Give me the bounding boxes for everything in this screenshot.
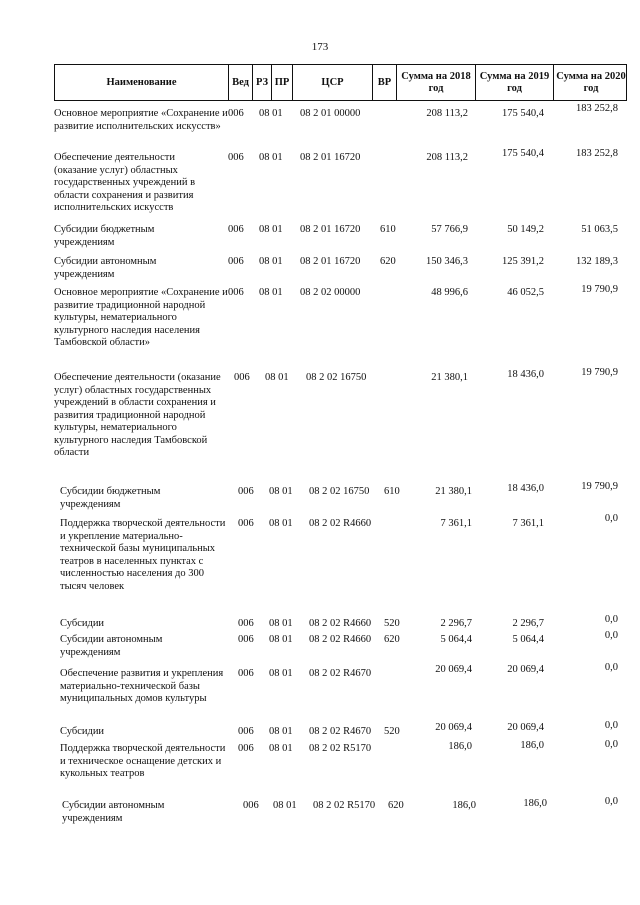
row-2020: 132 189,3 [576,256,618,267]
row-name: Субсидии автономным учреждениям [62,800,165,824]
row-ved: 006 [238,726,254,737]
row-csr: 08 2 02 00000 [300,287,361,298]
row-csr: 08 2 02 R4670 [309,668,372,679]
row-ved: 006 [238,518,254,529]
header-rz: РЗ [252,65,271,100]
row-rzpr: 08 01 [259,152,283,163]
row-name: Поддержка творческой деятельности и укрепление материально-технической базы муниципальных театров в населенных пунктах с численностью населения до 300 тысяч человек [60,518,226,592]
table-header [54,64,627,101]
row-ved: 006 [238,634,254,645]
row-2020: 183 252,8 [576,148,618,159]
row-2019: 125 391,2 [502,256,544,267]
row-ved: 006 [238,743,254,754]
row-2018: 20 069,4 [435,664,472,675]
row-name: Субсидии автономным учреждениям [54,256,157,280]
row-2019: 186,0 [520,740,544,751]
row-2018: 186,0 [452,800,476,811]
row-2019: 18 436,0 [507,483,544,494]
row-csr: 08 2 02 16750 [309,486,370,497]
row-2018: 57 766,9 [431,224,468,235]
row-rzpr: 08 01 [269,486,293,497]
row-csr: 08 2 01 00000 [300,108,361,119]
row-csr: 08 2 01 16720 [300,224,361,235]
row-rzpr: 08 01 [269,518,293,529]
row-csr: 08 2 02 R4670 [309,726,372,737]
header-pr: ПР [271,65,292,100]
row-ved: 006 [228,152,244,163]
row-2018: 186,0 [448,741,472,752]
row-2018: 7 361,1 [440,518,472,529]
header-2019: Сумма на 2019 год [475,65,553,100]
page-number: 173 [311,41,329,53]
row-rzpr: 08 01 [273,800,297,811]
row-vr: 520 [384,726,400,737]
row-2020: 0,0 [604,513,618,524]
row-ved: 006 [234,372,250,383]
row-csr: 08 2 01 16720 [300,256,361,267]
row-vr: 620 [388,800,404,811]
row-2020: 0,0 [604,796,618,807]
row-2018: 150 346,3 [426,256,468,267]
row-2020: 0,0 [604,720,618,731]
row-2018: 208 113,2 [426,152,468,163]
row-2018: 21 380,1 [435,486,472,497]
row-2019: 5 064,4 [512,634,544,645]
row-2020: 183 252,8 [576,103,618,114]
row-rzpr: 08 01 [259,108,283,119]
row-2018: 208 113,2 [426,108,468,119]
row-csr: 08 2 02 R5170 [309,743,372,754]
row-2018: 48 996,6 [431,287,468,298]
row-csr: 08 2 02 R4660 [309,518,372,529]
row-2020: 51 063,5 [581,224,618,235]
row-rzpr: 08 01 [269,726,293,737]
row-2020: 0,0 [604,739,618,750]
row-2019: 186,0 [523,798,547,809]
row-csr: 08 2 02 R4660 [309,634,372,645]
row-vr: 520 [384,618,400,629]
row-name: Обеспечение деятельности (оказание услуг) областных государственных учреждений в области сохранения и развития исполнительских искусств [54,152,196,213]
row-csr: 08 2 02 16750 [306,372,367,383]
row-2019: 2 296,7 [512,618,544,629]
header-2020: Сумма на 2020 год [553,65,628,100]
row-ved: 006 [243,800,259,811]
row-rzpr: 08 01 [269,668,293,679]
row-rzpr: 08 01 [269,618,293,629]
header-name: Наименование [106,76,177,88]
row-rzpr: 08 01 [259,287,283,298]
row-2019: 20 069,4 [507,722,544,733]
row-csr: 08 2 01 16720 [300,152,361,163]
row-ved: 006 [228,224,244,235]
row-rzpr: 08 01 [265,372,289,383]
row-2019: 46 052,5 [507,287,544,298]
row-rzpr: 08 01 [259,224,283,235]
row-rzpr: 08 01 [269,634,293,645]
header-vr: ВР [372,65,396,100]
row-vr: 610 [384,486,400,497]
row-name: Основное мероприятие «Сохранение и развитие традиционной народной культуры, нематериального культурного наследия населения Тамбовской области» [54,287,228,348]
row-name: Субсидии автономным учреждениям [60,634,163,658]
header-ved: Вед [228,65,252,100]
row-name: Субсидии [60,618,105,629]
row-2020: 0,0 [604,614,618,625]
row-2020: 0,0 [604,662,618,673]
row-rzpr: 08 01 [259,256,283,267]
row-ved: 006 [238,618,254,629]
row-name: Субсидии бюджетным учреждениям [54,224,155,248]
row-name: Субсидии [60,726,105,737]
row-2018: 2 296,7 [440,618,472,629]
row-2020: 19 790,9 [581,284,618,295]
row-csr: 08 2 02 R5170 [313,800,376,811]
row-2019: 175 540,4 [502,148,544,159]
row-2020: 19 790,9 [581,367,618,378]
row-2019: 175 540,4 [502,108,544,119]
row-name: Обеспечение деятельности (оказание услуг) областных государственных учреждений в области сохранения и развития традиционной народной культуры, нематериального культурного наследия Тамбовской области [54,372,221,458]
row-vr: 620 [380,256,396,267]
row-2018: 20 069,4 [435,722,472,733]
row-2019: 18 436,0 [507,369,544,380]
row-2018: 21 380,1 [431,372,468,383]
row-ved: 006 [228,108,244,119]
row-name: Основное мероприятие «Сохранение и развитие исполнительских искусств» [54,108,228,132]
row-name: Субсидии бюджетным учреждениям [60,486,161,510]
row-2019: 50 149,2 [507,224,544,235]
row-2020: 19 790,9 [581,481,618,492]
header-csr: ЦСР [292,65,372,100]
row-vr: 610 [380,224,396,235]
row-vr: 620 [384,634,400,645]
row-ved: 006 [228,256,244,267]
row-2018: 5 064,4 [440,634,472,645]
row-2019: 7 361,1 [512,518,544,529]
header-2018: Сумма на 2018 год [396,65,475,100]
row-name: Обеспечение развития и укрепления материально-технической базы муниципальных домов культуры [60,668,224,704]
row-ved: 006 [238,668,254,679]
row-rzpr: 08 01 [269,743,293,754]
row-csr: 08 2 02 R4660 [309,618,372,629]
row-2019: 20 069,4 [507,664,544,675]
row-name: Поддержка творческой деятельности и техническое оснащение детских и кукольных театров [60,743,226,779]
row-ved: 006 [238,486,254,497]
row-ved: 006 [228,287,244,298]
row-2020: 0,0 [604,630,618,641]
